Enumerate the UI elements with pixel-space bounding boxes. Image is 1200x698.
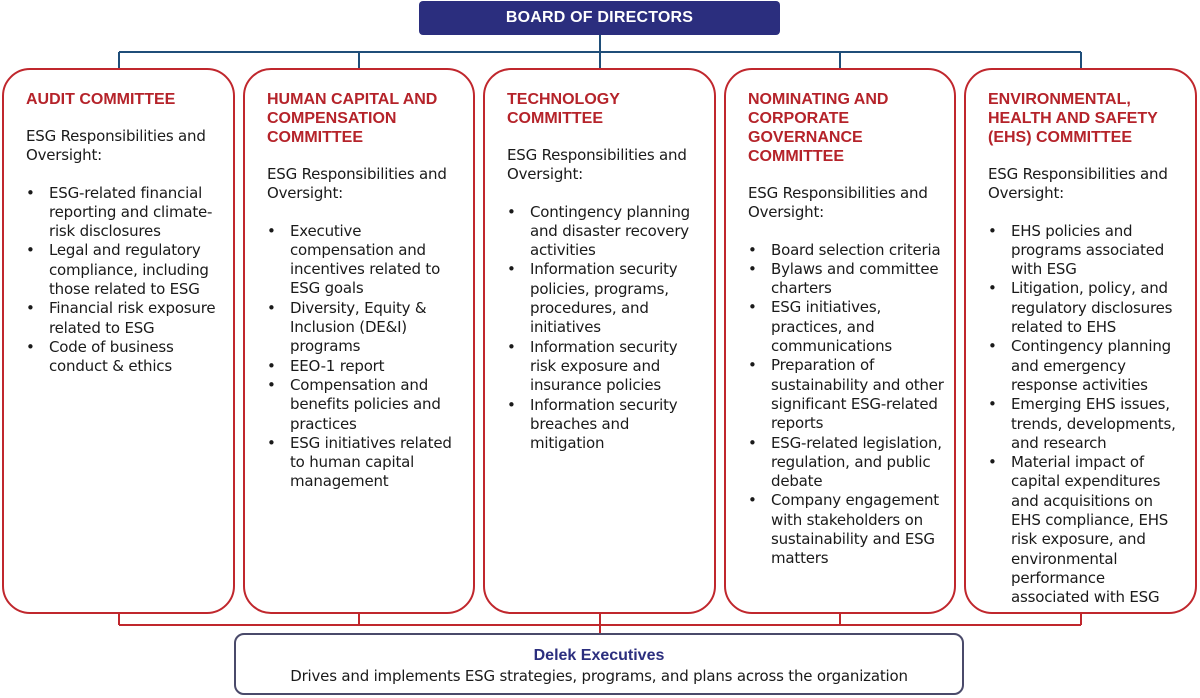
responsibility-list bbox=[507, 203, 704, 454]
responsibility-list bbox=[267, 222, 463, 492]
list-item: • ESG-related financial reporting and climate-risk disclosures bbox=[26, 184, 223, 242]
list-item: • EEO-1 report bbox=[267, 357, 463, 376]
board-title: BOARD OF DIRECTORS bbox=[505, 9, 694, 26]
list-item: • Company engagement with stakeholders on sustainability and ESG matters bbox=[748, 491, 944, 568]
list-item: • Information security policies, programs, procedures, and initiatives bbox=[507, 260, 704, 337]
responsibility-list bbox=[748, 241, 944, 569]
committee-title: HUMAN CAPITAL AND COMPENSATION COMMITTEE bbox=[267, 91, 438, 146]
executives-description: Drives and implements ESG strategies, programs, and plans across the organization bbox=[290, 667, 908, 685]
committee-intro: ESG Responsibilities and Oversight: bbox=[507, 146, 687, 184]
list-item: • Litigation, policy, and regulatory disclosures related to EHS bbox=[988, 279, 1185, 337]
executives-title: Delek Executives bbox=[533, 647, 665, 664]
list-item: • Code of business conduct & ethics bbox=[26, 338, 223, 377]
list-item: • Material impact of capital expenditures and acquisitions on EHS compliance, EHS risk exposure, and environmental performance associated with ESG bbox=[988, 453, 1185, 607]
committee-human-capital bbox=[243, 68, 475, 614]
list-item: • ESG initiatives related to human capital management bbox=[267, 434, 463, 492]
responsibility-list bbox=[26, 184, 223, 377]
committee-title: AUDIT COMMITTEE bbox=[26, 91, 176, 108]
list-item: • Contingency planning and disaster recovery activities bbox=[507, 203, 704, 261]
committee-technology bbox=[483, 68, 716, 614]
list-item: • Diversity, Equity & Inclusion (DE&I) programs bbox=[267, 299, 463, 357]
list-item: • ESG-related legislation, regulation, and public debate bbox=[748, 434, 944, 492]
committee-intro: ESG Responsibilities and Oversight: bbox=[267, 165, 447, 203]
list-item: • Compensation and benefits policies and practices bbox=[267, 376, 463, 434]
list-item: • EHS policies and programs associated with ESG bbox=[988, 222, 1185, 280]
executives-box bbox=[234, 633, 964, 695]
committee-intro: ESG Responsibilities and Oversight: bbox=[748, 184, 928, 222]
list-item: • ESG initiatives, practices, and communications bbox=[748, 298, 944, 356]
list-item: • Information security risk exposure and insurance policies bbox=[507, 338, 704, 396]
committee-title: NOMINATING AND CORPORATE GOVERNANCE COMMITTEE bbox=[748, 91, 889, 165]
committee-title: ENVIRONMENTAL, HEALTH AND SAFETY (EHS) COMMITTEE bbox=[988, 91, 1158, 146]
list-item: • Information security breaches and mitigation bbox=[507, 396, 704, 454]
committee-nominating-governance bbox=[724, 68, 956, 614]
committee-intro: ESG Responsibilities and Oversight: bbox=[988, 165, 1168, 203]
board-of-directors-box bbox=[419, 1, 780, 35]
list-item: • Preparation of sustainability and other significant ESG-related reports bbox=[748, 356, 944, 433]
list-item: • Financial risk exposure related to ESG bbox=[26, 299, 223, 338]
committee-intro: ESG Responsibilities and Oversight: bbox=[26, 127, 206, 165]
committee-ehs bbox=[964, 68, 1197, 614]
committee-audit bbox=[2, 68, 235, 614]
committee-title: TECHNOLOGY COMMITTEE bbox=[507, 91, 620, 127]
responsibility-list bbox=[988, 222, 1185, 608]
list-item: • Legal and regulatory compliance, including those related to ESG bbox=[26, 241, 223, 299]
list-item: • Emerging EHS issues, trends, developments, and research bbox=[988, 395, 1185, 453]
list-item: • Board selection criteria bbox=[748, 241, 944, 260]
list-item: • Contingency planning and emergency response activities bbox=[988, 337, 1185, 395]
list-item: • Bylaws and committee charters bbox=[748, 260, 944, 299]
list-item: • Executive compensation and incentives related to ESG goals bbox=[267, 222, 463, 299]
